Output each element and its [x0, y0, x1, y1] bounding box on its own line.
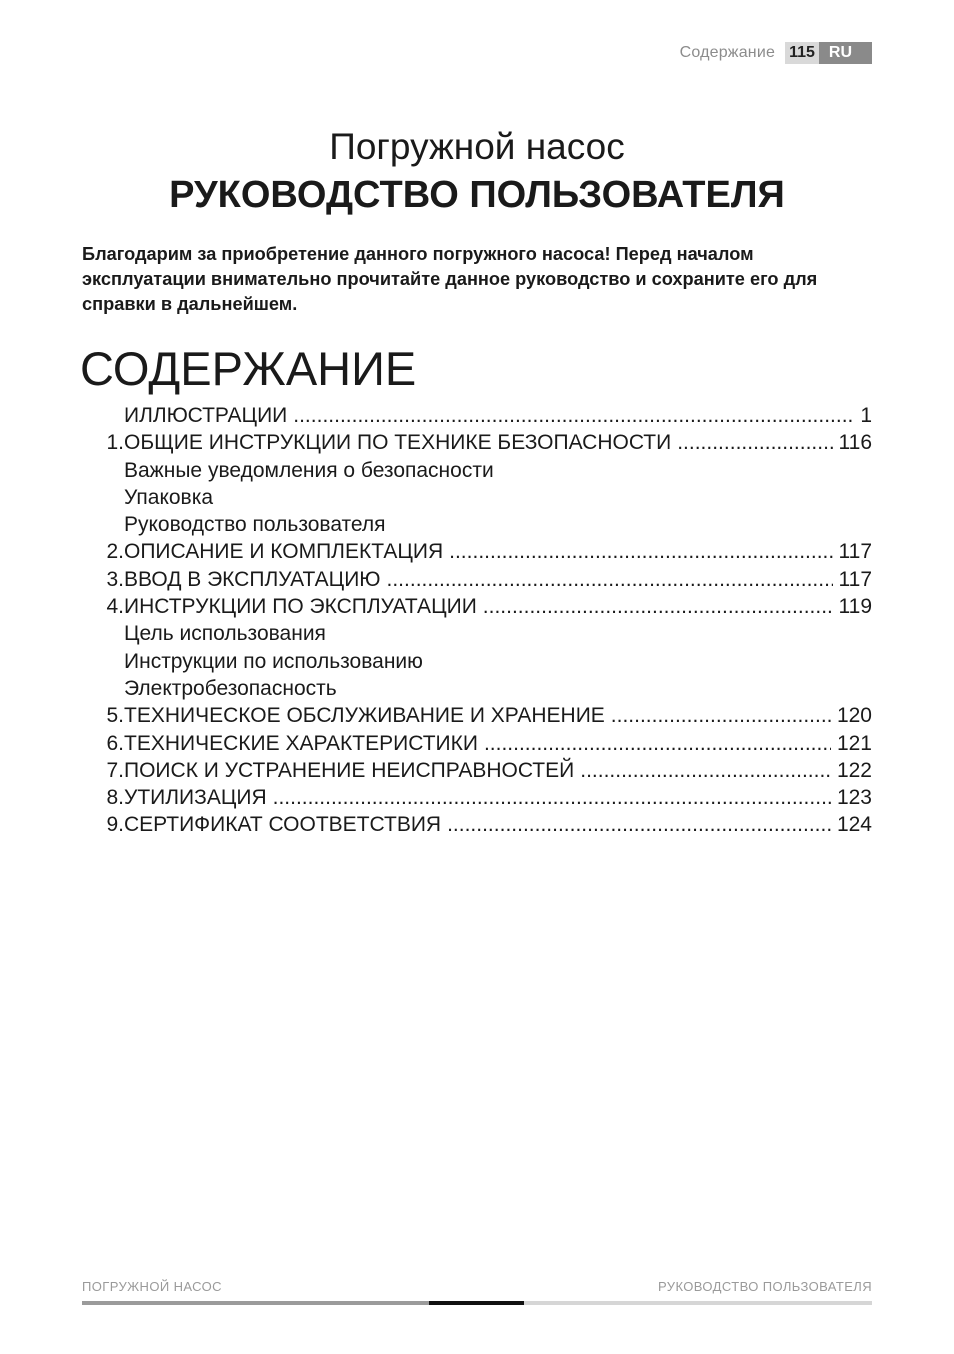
toc-dot-leader — [611, 702, 831, 729]
toc-subentry — [82, 511, 872, 538]
header-section-label: Содержание — [679, 44, 776, 61]
toc-entry — [82, 757, 872, 784]
toc-entry — [82, 429, 872, 456]
toc-entry — [82, 402, 872, 429]
toc-entry — [82, 593, 872, 620]
header-page-number: 115 — [785, 42, 819, 64]
toc-entry-title: ОПИСАНИЕ И КОМПЛЕКТАЦИЯ — [124, 540, 444, 564]
toc-dot-leader — [483, 593, 833, 620]
toc-entry — [82, 538, 872, 565]
toc-entry-number: 2. — [106, 540, 124, 564]
toc-entry-title: Цель использования — [124, 622, 326, 646]
page-header — [680, 42, 872, 64]
toc-entry-title: ИНСТРУКЦИИ ПО ЭКСПЛУАТАЦИИ — [124, 595, 477, 619]
toc-entry-title: ОБЩИЕ ИНСТРУКЦИИ ПО ТЕХНИКЕ БЕЗОПАСНОСТИ — [124, 431, 672, 455]
toc-dot-leader — [677, 429, 832, 456]
intro-paragraph: Благодарим за приобретение данного погружного насоса! Перед началом эксплуатации внимательно прочитайте данное руководство и сохраните его для справки в дальнейшем. — [82, 244, 818, 314]
toc-entry-number: 3. — [106, 567, 124, 591]
toc-entry — [82, 784, 872, 811]
table-of-contents — [82, 402, 872, 839]
toc-entry — [82, 730, 872, 757]
toc-entry-title: ТЕХНИЧЕСКИЕ ХАРАКТЕРИСТИКИ — [124, 731, 478, 755]
toc-subentry — [82, 648, 872, 675]
toc-entry-number: 1. — [106, 431, 124, 455]
toc-entry-title: ТЕХНИЧЕСКОЕ ОБСЛУЖИВАНИЕ И ХРАНЕНИЕ — [124, 704, 605, 728]
toc-entry-page: 121 — [836, 731, 872, 755]
document-subtitle: Погружной насос — [329, 126, 625, 167]
toc-entry-page: 124 — [836, 813, 872, 837]
toc-heading: СОДЕРЖАНИЕ — [80, 342, 417, 395]
toc-dot-leader — [449, 538, 832, 565]
footer-document-name: РУКОВОДСТВО ПОЛЬЗОВАТЕЛЯ — [658, 1279, 872, 1294]
toc-entry-title: СЕРТИФИКАТ СООТВЕТСТВИЯ — [124, 813, 442, 837]
toc-dot-leader — [580, 757, 831, 784]
toc-entry — [82, 702, 872, 729]
toc-entry-number: 8. — [106, 786, 124, 810]
toc-dot-leader — [484, 730, 831, 757]
toc-entry-number: 4. — [106, 595, 124, 619]
toc-entry-number: 9. — [106, 813, 124, 837]
toc-entry-page: 123 — [836, 786, 872, 810]
toc-entry-title: ПОИСК И УСТРАНЕНИЕ НЕИСПРАВНОСТЕЙ — [124, 758, 575, 782]
toc-entry-title: Инструкции по использованию — [124, 649, 423, 673]
toc-entry-title: УТИЛИЗАЦИЯ — [124, 786, 267, 810]
toc-subentry — [82, 484, 872, 511]
toc-dot-leader — [447, 811, 831, 838]
toc-entry-page: 117 — [838, 540, 872, 564]
toc-entry-page: 122 — [836, 758, 872, 782]
toc-entry-page: 117 — [838, 567, 872, 591]
toc-entry-title: Важные уведомления о безопасности — [124, 458, 494, 482]
toc-entry-title: Упаковка — [124, 485, 214, 509]
footer-divider-segment — [82, 1301, 429, 1305]
toc-entry-number: 7. — [106, 758, 124, 782]
header-language-badge: RU — [819, 42, 872, 64]
footer-divider-segment — [524, 1301, 872, 1305]
toc-entry-page: 120 — [836, 704, 872, 728]
toc-entry-page: 1 — [860, 404, 872, 427]
footer-divider — [82, 1301, 872, 1305]
toc-subentry — [82, 457, 872, 484]
document-title: РУКОВОДСТВО ПОЛЬЗОВАТЕЛЯ — [169, 174, 785, 216]
toc-subentry — [82, 620, 872, 647]
toc-entry-page: 116 — [838, 431, 872, 455]
toc-dot-leader — [387, 566, 833, 593]
toc-entry — [82, 566, 872, 593]
toc-dot-leader — [273, 784, 831, 811]
toc-dot-leader — [293, 402, 854, 429]
footer-divider-segment — [429, 1301, 524, 1305]
toc-subentry — [82, 675, 872, 702]
footer-product-name: ПОГРУЖНОЙ НАСОС — [82, 1279, 222, 1294]
toc-entry-title: ВВОД В ЭКСПЛУАТАЦИЮ — [124, 567, 381, 591]
toc-entry-title: Электробезопасность — [124, 676, 337, 700]
toc-entry-number: 6. — [106, 731, 124, 755]
toc-entry-page: 119 — [838, 595, 872, 619]
toc-entry — [82, 811, 872, 838]
toc-entry-title: ИЛЛЮСТРАЦИИ — [124, 404, 288, 427]
toc-entry-title: Руководство пользователя — [124, 513, 386, 537]
toc-entry-number: 5. — [106, 704, 124, 728]
